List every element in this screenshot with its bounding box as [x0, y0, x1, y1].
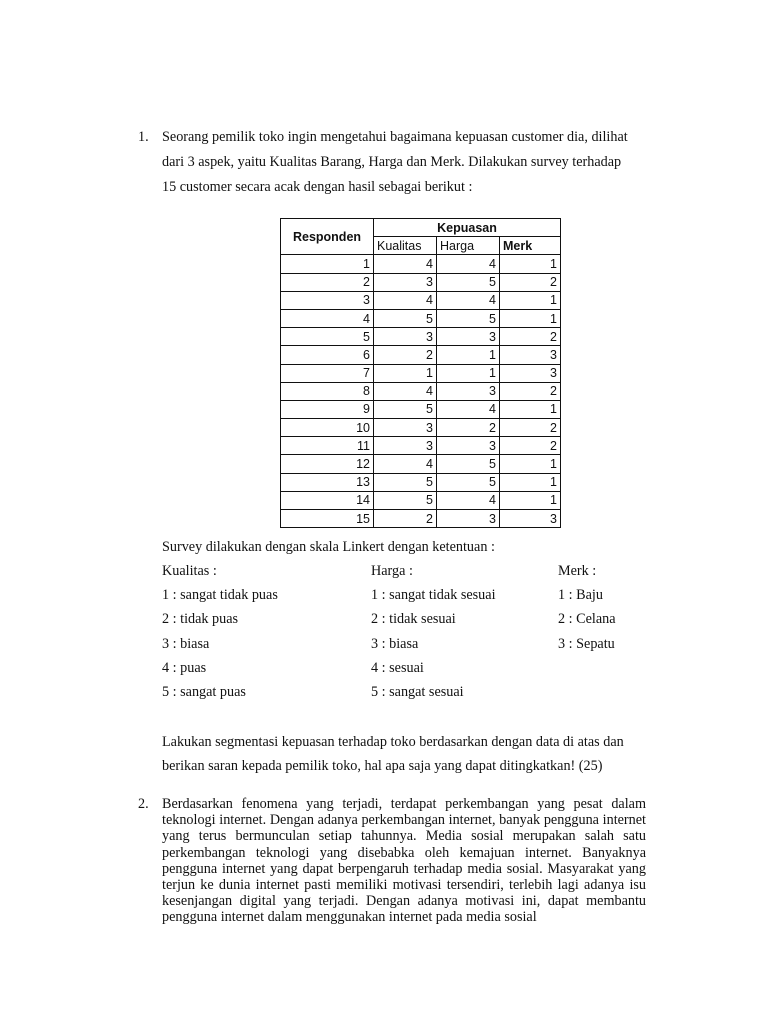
cell-harga: 4	[437, 255, 500, 273]
task-line-1: Lakukan segmentasi kepuasan terhadap toko berdasarkan dengan data di atas dan	[162, 734, 624, 750]
task-line-2: berikan saran kepada pemilik toko, hal apa saja yang dapat ditingkatkan! (25)	[162, 758, 603, 774]
cell-responden: 11	[281, 437, 374, 455]
cell-responden: 15	[281, 510, 374, 528]
cell-kualitas: 4	[374, 291, 437, 309]
cell-merk: 2	[500, 273, 561, 291]
cell-harga: 4	[437, 491, 500, 509]
cell-merk: 3	[500, 346, 561, 364]
kualitas-scale-item: 4 : puas	[162, 660, 207, 676]
cell-merk: 2	[500, 328, 561, 346]
table-row	[281, 382, 561, 400]
kualitas-scale-item: 5 : sangat puas	[162, 684, 246, 700]
cell-kualitas: 2	[374, 510, 437, 528]
table-row	[281, 309, 561, 327]
cell-responden: 4	[281, 309, 374, 327]
question-1-number: 1.	[138, 129, 149, 145]
merk-scale-item: 2 : Celana	[558, 611, 616, 627]
cell-kualitas: 5	[374, 491, 437, 509]
cell-merk: 1	[500, 400, 561, 418]
table-row	[281, 437, 561, 455]
table-row	[281, 273, 561, 291]
question-1-intro-line-1: Seorang pemilik toko ingin mengetahui bagaimana kepuasan customer dia, dilihat	[162, 129, 628, 145]
cell-harga: 3	[437, 382, 500, 400]
table-row	[281, 473, 561, 491]
cell-harga: 3	[437, 510, 500, 528]
cell-kualitas: 3	[374, 419, 437, 437]
table-row	[281, 491, 561, 509]
question-2-paragraph: Berdasarkan fenomena yang terjadi, terdapat perkembangan yang pesat dalam teknologi internet. Dengan adanya perkembangan internet, banyak pengguna internet yang terus bermunculan setiap tahunnya. Media sosial merupakan salah satu perkembangan teknologi yang disebabka oleh kemajuan internet. Banyaknya pengguna internet yang dapat berpengaruh terhadap media sosial. Masyarakat yang terjun ke dunia internet pasti memiliki motivasi tersendiri, terlebih lagi adanya isu kesenjangan digital yang terjadi. Dengan adanya motivasi ini, dapat membantu pengguna internet dalam menggunakan internet pada media sosial	[162, 796, 646, 926]
kualitas-scale-item: 3 : biasa	[162, 636, 210, 652]
kualitas-scale-item: 2 : tidak puas	[162, 611, 239, 627]
table-row	[281, 328, 561, 346]
cell-harga: 5	[437, 455, 500, 473]
header-responden: Responden	[281, 219, 374, 255]
cell-harga: 1	[437, 364, 500, 382]
cell-responden: 6	[281, 346, 374, 364]
table-row	[281, 419, 561, 437]
cell-responden: 7	[281, 364, 374, 382]
table-row	[281, 346, 561, 364]
table-row	[281, 291, 561, 309]
cell-merk: 1	[500, 291, 561, 309]
cell-harga: 5	[437, 309, 500, 327]
cell-responden: 8	[281, 382, 374, 400]
header-merk: Merk	[500, 237, 561, 255]
cell-merk: 1	[500, 455, 561, 473]
cell-harga: 4	[437, 291, 500, 309]
cell-kualitas: 4	[374, 382, 437, 400]
cell-kualitas: 5	[374, 473, 437, 491]
table-row	[281, 510, 561, 528]
scale-intro: Survey dilakukan dengan skala Linkert dengan ketentuan :	[162, 539, 495, 555]
cell-kualitas: 1	[374, 364, 437, 382]
question-2-number: 2.	[138, 796, 149, 812]
cell-kualitas: 3	[374, 437, 437, 455]
cell-harga: 5	[437, 273, 500, 291]
table-row	[281, 455, 561, 473]
question-1-intro-line-2: dari 3 aspek, yaitu Kualitas Barang, Harga dan Merk. Dilakukan survey terhadap	[162, 154, 622, 170]
cell-merk: 3	[500, 510, 561, 528]
header-kepuasan: Kepuasan	[374, 219, 561, 237]
cell-merk: 2	[500, 437, 561, 455]
cell-responden: 10	[281, 419, 374, 437]
harga-scale-title: Harga :	[371, 563, 413, 579]
cell-harga: 3	[437, 328, 500, 346]
cell-harga: 1	[437, 346, 500, 364]
kualitas-scale-title: Kualitas :	[162, 563, 217, 579]
cell-responden: 5	[281, 328, 374, 346]
table-row	[281, 400, 561, 418]
cell-harga: 4	[437, 400, 500, 418]
cell-responden: 12	[281, 455, 374, 473]
cell-harga: 3	[437, 437, 500, 455]
cell-merk: 1	[500, 473, 561, 491]
cell-harga: 5	[437, 473, 500, 491]
table-row	[281, 364, 561, 382]
cell-responden: 1	[281, 255, 374, 273]
cell-merk: 1	[500, 255, 561, 273]
cell-kualitas: 4	[374, 255, 437, 273]
cell-responden: 13	[281, 473, 374, 491]
cell-kualitas: 5	[374, 400, 437, 418]
header-harga: Harga	[437, 237, 500, 255]
cell-kualitas: 2	[374, 346, 437, 364]
cell-responden: 2	[281, 273, 374, 291]
kualitas-scale-item: 1 : sangat tidak puas	[162, 587, 278, 603]
cell-merk: 3	[500, 364, 561, 382]
cell-merk: 2	[500, 382, 561, 400]
cell-merk: 1	[500, 491, 561, 509]
cell-responden: 3	[281, 291, 374, 309]
harga-scale-item: 3 : biasa	[371, 636, 419, 652]
cell-responden: 14	[281, 491, 374, 509]
merk-scale-item: 3 : Sepatu	[558, 636, 615, 652]
cell-harga: 2	[437, 419, 500, 437]
cell-kualitas: 3	[374, 328, 437, 346]
cell-responden: 9	[281, 400, 374, 418]
cell-merk: 1	[500, 309, 561, 327]
merk-scale-item: 1 : Baju	[558, 587, 603, 603]
survey-table-body	[281, 255, 561, 528]
survey-table	[280, 218, 561, 528]
harga-scale-item: 1 : sangat tidak sesuai	[371, 587, 496, 603]
header-kualitas: Kualitas	[374, 237, 437, 255]
question-1-intro-line-3: 15 customer secara acak dengan hasil sebagai berikut :	[162, 179, 473, 195]
harga-scale-item: 5 : sangat sesuai	[371, 684, 464, 700]
cell-kualitas: 4	[374, 455, 437, 473]
harga-scale-item: 4 : sesuai	[371, 660, 424, 676]
merk-scale-title: Merk :	[558, 563, 597, 579]
cell-merk: 2	[500, 419, 561, 437]
cell-kualitas: 5	[374, 309, 437, 327]
harga-scale-item: 2 : tidak sesuai	[371, 611, 456, 627]
cell-kualitas: 3	[374, 273, 437, 291]
table-row	[281, 255, 561, 273]
